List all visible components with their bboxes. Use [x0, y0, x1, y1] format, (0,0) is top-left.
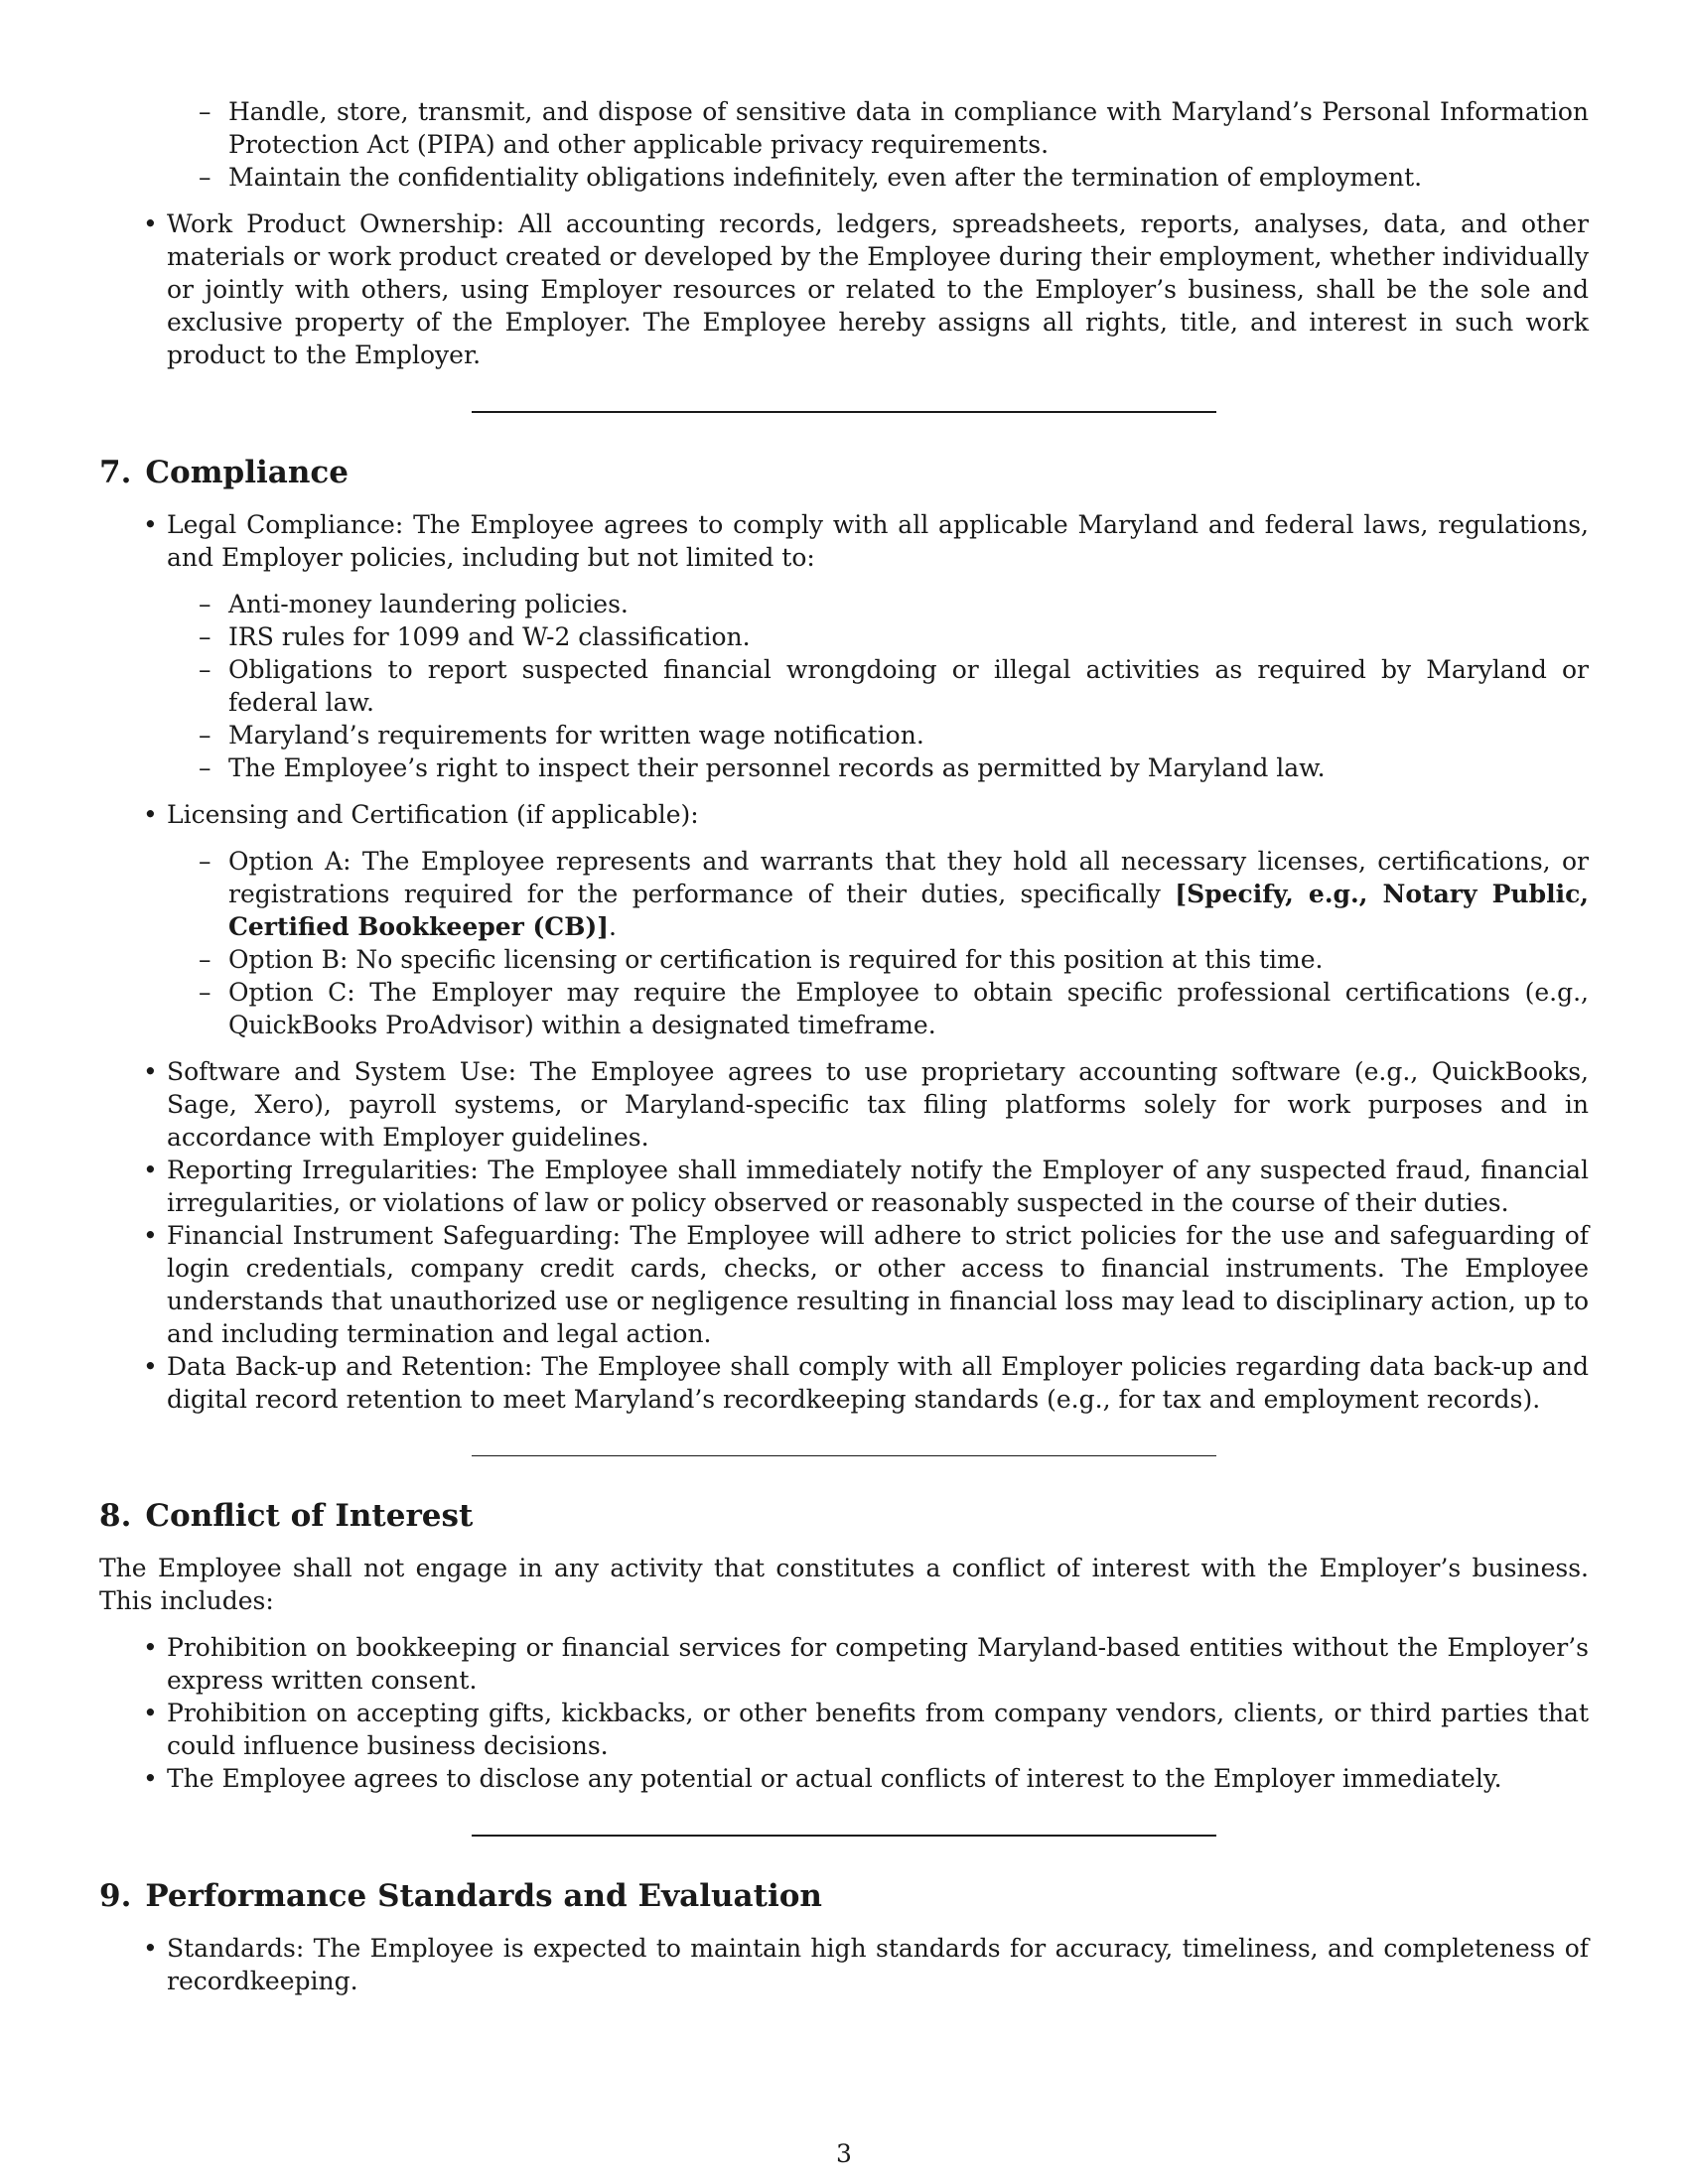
legal-compliance-sublist [167, 588, 1589, 784]
option-c: – Option C: The Employer may require the Employee to obtain specific professional certifications (e.g., QuickBooks ProAdvisor) within a designated timeframe. [167, 976, 1589, 1041]
software-item: • Software and System Use: The Employee agrees to use proprietary accounting software (e.g., QuickBooks, Sage, Xero), payroll systems, or Maryland-specific tax filing platforms solely for work purposes and in accordance with Employer guidelines. [99, 1055, 1589, 1154]
confidentiality-sublist [167, 95, 1589, 194]
document-page [99, 95, 1589, 1997]
performance-list [99, 1932, 1589, 1997]
section-divider [472, 1455, 1216, 1456]
list-item: – The Employee’s right to inspect their personnel records as permitted by Maryland law. [167, 751, 1589, 784]
section-8-intro: The Employee shall not engage in any activity that constitutes a conflict of interest with the Employer’s business. This includes: [99, 1554, 1589, 1615]
list-item: – Maintain the confidentiality obligations indefinitely, even after the termination of employment. [167, 161, 1589, 194]
section-7-heading: 7. Compliance [99, 455, 349, 490]
list-item: – Obligations to report suspected financial wrongdoing or illegal activities as required by Maryland or federal law. [167, 653, 1589, 719]
section-9-heading: 9. Performance Standards and Evaluation [99, 1878, 822, 1914]
list-item: • The Employee agrees to disclose any potential or actual conflicts of interest to the Employer immediately. [99, 1762, 1589, 1795]
conflict-list [99, 1631, 1589, 1795]
standards-item: • Standards: The Employee is expected to maintain high standards for accuracy, timeliness, and completeness of recordkeeping. [99, 1932, 1589, 1997]
work-product-list [99, 207, 1589, 371]
list-item: • Prohibition on bookkeeping or financial services for competing Maryland-based entities without the Employer’s express written consent. [99, 1631, 1589, 1697]
legal-compliance-item: • Legal Compliance: The Employee agrees to comply with all applicable Maryland and federal laws, regulations, and Employer policies, including but not limited to: – Anti-money laundering policies. – IRS rules for 1099 and W-2 classification. – Obligations to report suspected financial wrongdoing or illegal activities as required by Maryland or federal law. – Maryland’s requirements for written wage notification. – The Employee’s right to inspect their personnel records as permitted by Maryland law. [99, 508, 1589, 784]
page-number: 3 [836, 2139, 852, 2168]
compliance-list [99, 508, 1589, 1416]
option-a: – Option A: The Employee represents and warrants that they hold all necessary licenses, certifications, or registrations required for the performance of their duties, specifically [Specify, e.g., Notary Public, Certified Bookkeeper (CB)]. [167, 845, 1589, 943]
section-divider [472, 1835, 1216, 1837]
option-b: – Option B: No specific licensing or certification is required for this position at this time. [167, 943, 1589, 976]
list-item: – Handle, store, transmit, and dispose of sensitive data in compliance with Maryland’s Personal Information Protection Act (PIPA) and other applicable privacy requirements. [167, 95, 1589, 161]
list-item: – Anti-money laundering policies. [167, 588, 1589, 620]
section-divider [472, 411, 1216, 413]
work-product-ownership: • Work Product Ownership: All accounting records, ledgers, spreadsheets, reports, analyses, data, and other materials or work product created or developed by the Employee during their employment, whether individually or jointly with others, using Employer resources or related to the Employer’s business, shall be the sole and exclusive property of the Employer. The Employee hereby assigns all rights, title, and interest in such work product to the Employer. [99, 207, 1589, 371]
list-item: – Maryland’s requirements for written wage notification. [167, 719, 1589, 751]
backup-item: • Data Back-up and Retention: The Employee shall comply with all Employer policies regarding data back-up and digital record retention to meet Maryland’s recordkeeping standards (e.g., for tax and employment records). [99, 1350, 1589, 1416]
reporting-item: • Reporting Irregularities: The Employee shall immediately notify the Employer of any suspected fraud, financial irregularities, or violations of law or policy observed or reasonably suspected in the course of their duties. [99, 1154, 1589, 1219]
list-item: • Prohibition on accepting gifts, kickbacks, or other benefits from company vendors, clients, or third parties that could influence business decisions. [99, 1697, 1589, 1762]
placeholder-specify: [Specify, e.g., Notary Public, Certified Bookkeeper (CB)] [228, 880, 1589, 941]
licensing-options [167, 845, 1589, 1041]
safeguarding-item: • Financial Instrument Safeguarding: The Employee will adhere to strict policies for the use and safeguarding of login credentials, company credit cards, checks, or other access to financial instruments. The Employee understands that unauthorized use or negligence resulting in financial loss may lead to disciplinary action, up to and including termination and legal action. [99, 1219, 1589, 1350]
section-8-heading: 8. Conflict of Interest [99, 1498, 474, 1534]
licensing-item: • Licensing and Certification (if applicable): – Option A: The Employee represents and warrants that they hold all necessary licenses, certifications, or registrations required for the performance of their duties, specifically [Specify, e.g., Notary Public, Certified Bookkeeper (CB)]. – Option B: No specific licensing or certification is required for this position at this time. – Option C: The Employer may require the Employee to obtain specific professional certifications (e.g., QuickBooks ProAdvisor) within a designated timeframe. [99, 798, 1589, 1041]
list-item: – IRS rules for 1099 and W-2 classification. [167, 620, 1589, 653]
